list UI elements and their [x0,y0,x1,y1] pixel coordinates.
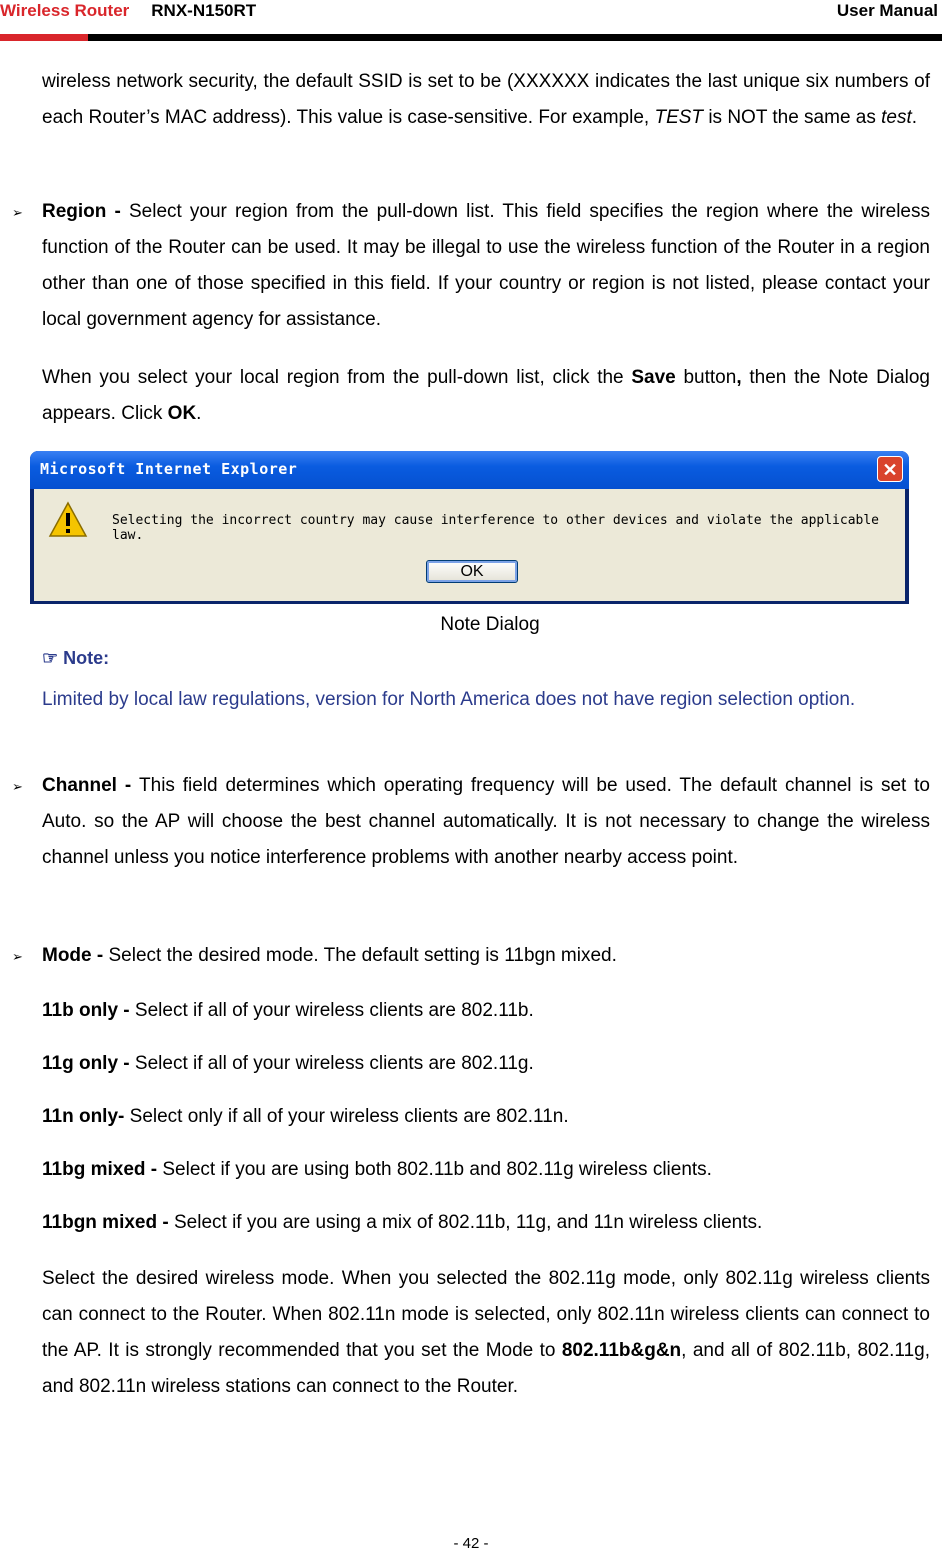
mode-paragraph [42,938,930,974]
header-product: Wireless Router [0,1,130,20]
intro-paragraph [42,64,930,136]
region-save-paragraph [42,360,930,432]
header-rule-red [0,34,88,41]
note-dialog-window [30,451,909,604]
mode-option-desc: Select if all of your wireless clients are 802.11g. [134,1053,534,1074]
mode-desc: Select the desired mode. The default setting is 11bgn mixed. [108,945,617,966]
mode-option-term: 11bgn mixed - [42,1212,174,1233]
mode-option-term: 11g only - [42,1053,135,1074]
mode-option-desc: Select only if all of your wireless clients are 802.11n. [129,1106,569,1127]
intro-text-2: is NOT the same as [703,107,882,128]
ok-word: OK [167,403,197,424]
intro-example-upper: TEST [654,107,704,128]
bullet-icon: ➢ [12,205,23,220]
mode-summary-paragraph [42,1261,930,1405]
dialog-message: Selecting the incorrect country may cause interference to other devices and violate the applicable law. [112,513,880,543]
intro-text-3: . [911,107,918,128]
mode-option [42,1205,930,1241]
dialog-title-bar [30,451,909,489]
header-doc-type: User Manual [836,1,938,20]
dialog-body [34,489,905,601]
note-icon: ☞ [42,648,59,668]
mode-option [42,993,930,1029]
note-text: Limited by local law regulations, version for North America does not have region selection option. [42,689,856,710]
dialog-title: Microsoft Internet Explorer [40,460,298,478]
mode-term: Mode - [42,945,109,966]
header-left [0,0,256,22]
mode-summary-text-2: , and all of 802.11b, 802.11g, and 802.11n wireless stations can connect to the Router. [42,1340,930,1397]
mode-option [42,1152,930,1188]
channel-desc: This field determines which operating frequency will be used. The default channel is set to Auto. so the AP will choose the best channel automatically. It is not necessary to change the wireless channel unless you notice interference problems with another nearby access point. [42,775,931,868]
mode-option-term: 11n only- [42,1106,130,1127]
mode-option-desc: Select if you are using both 802.11b and 802.11g wireless clients. [162,1159,712,1180]
channel-paragraph [42,768,930,876]
region-paragraph [42,194,930,338]
mode-option-desc: Select if all of your wireless clients are 802.11b. [134,1000,534,1021]
note-label: Note: [63,648,110,668]
save-text-4: . [196,403,202,424]
bullet-icon: ➢ [12,949,23,964]
save-word: Save [631,367,676,388]
intro-example-lower: test [881,107,912,128]
page-number: - 42 - [453,1535,489,1552]
region-desc: Select your region from the pull-down list. This field specifies the region where the wireless function of the Router can be used. It may be illegal to use the wireless function of the Router in a region other than one of those specified in this field. If your country or region is not listed, please contact your local government agency for assistance. [42,201,930,330]
save-text-3: then the Note Dialog appears. Click [42,367,930,424]
mode-option-term: 11bg mixed - [42,1159,163,1180]
note-heading [42,648,109,669]
channel-term: Channel - [42,775,140,796]
region-term: Region - [42,201,129,222]
save-text-1: When you select your local region from the pull-down list, click the [42,367,632,388]
mode-option-desc: Select if you are using a mix of 802.11b, 11g, and 11n wireless clients. [173,1212,763,1233]
save-text-2: button [675,367,737,388]
header-model: RNX-N150RT [151,1,257,20]
close-icon[interactable]: ✕ [877,456,903,482]
mode-summary-bold: 802.11b&g&n [561,1340,682,1361]
warning-icon [48,501,88,539]
mode-option [42,1046,930,1082]
intro-text: wireless network security, the default SSID is set to be (XXXXXX indicates the last unique six numbers of each Router’s MAC address). This value is case-sensitive. For example, [42,71,930,128]
mode-option-term: 11b only - [42,1000,135,1021]
save-comma: , [736,367,742,388]
page-header [0,0,942,44]
ok-button[interactable]: OK [426,560,518,583]
bullet-icon: ➢ [12,779,23,794]
mode-summary-text-1: Select the desired wireless mode. When you selected the 802.11g mode, only 802.11g wireless clients can connect to the Router. When 802.11n mode is selected, only 802.11n wireless clients can connect to the AP. It is strongly recommended that you set the Mode to [42,1268,930,1361]
dialog-caption: Note Dialog [440,614,540,635]
header-rule-black [88,34,942,41]
mode-option [42,1099,930,1135]
